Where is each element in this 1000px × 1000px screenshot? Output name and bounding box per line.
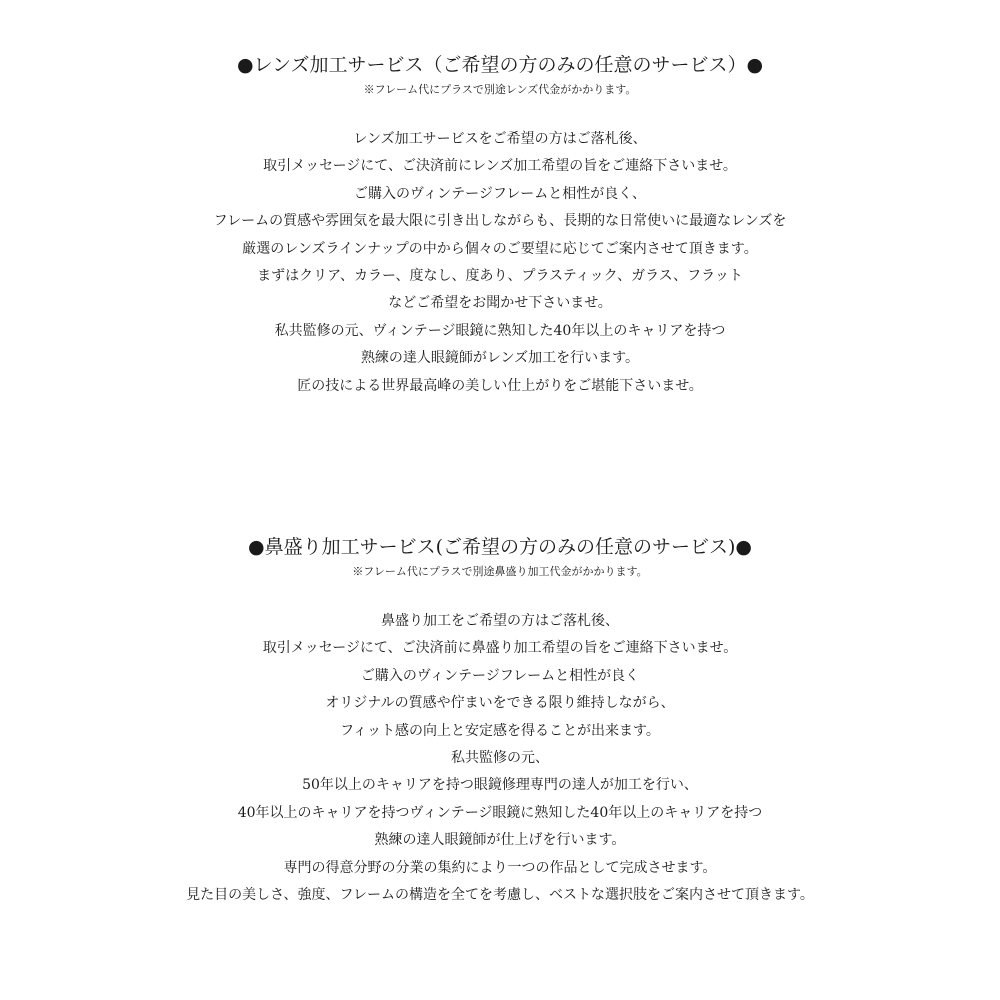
lens-service-line: 厳選のレンズラインナップの中から個々のご要望に応じてご案内させて頂きます。 bbox=[242, 240, 758, 257]
nose-pad-service-title: ●鼻盛り加工サービス(ご希望の方のみの任意のサービス)● bbox=[248, 536, 752, 558]
nose-pad-service-line: オリジナルの質感や佇まいをできる限り維持しながら、 bbox=[325, 695, 675, 712]
nose-pad-service-line: 50年以上のキャリアを持つ眼鏡修理専門の達人が加工を行い、 bbox=[302, 777, 698, 794]
lens-service-line: フレームの質感や雰囲気を最大限に引き出しながらも、長期的な日常使いに最適なレンズを bbox=[213, 213, 787, 230]
nose-pad-service-line: 取引メッセージにて、ご決済前に鼻盛り加工希望の旨をご連絡下さいませ。 bbox=[262, 640, 738, 657]
nose-pad-service-line: 40年以上のキャリアを持つヴィンテージ眼鏡に熟知した40年以上のキャリアを持つ bbox=[237, 804, 763, 821]
lens-service-line: まずはクリア、カラー、度なし、度あり、プラスティック、ガラス、フラット bbox=[257, 267, 743, 284]
lens-service-line: などご希望をお聞かせ下さいませ。 bbox=[388, 295, 612, 312]
lens-service-line: 取引メッセージにて、ご決済前にレンズ加工希望の旨をご連絡下さいませ。 bbox=[263, 158, 737, 175]
lens-service-line: 匠の技による世界最高峰の美しい仕上がりをご堪能下さいませ。 bbox=[297, 377, 703, 394]
nose-pad-service-body bbox=[0, 608, 1000, 909]
nose-pad-service-line: 専門の得意分野の分業の集約により一つの作品として完成させます。 bbox=[283, 859, 717, 876]
nose-pad-service-line: ご購入のヴィンテージフレームと相性が良く bbox=[360, 667, 640, 684]
lens-service-line: ご購入のヴィンテージフレームと相性が良く、 bbox=[353, 185, 647, 202]
nose-pad-service-note: ※フレーム代にプラスで別途鼻盛り加工代金がかかります。 bbox=[352, 565, 648, 578]
nose-pad-service-line: フィット感の向上と安定感を得ることが出来ます。 bbox=[340, 722, 660, 739]
lens-service-line: 熟練の達人眼鏡師がレンズ加工を行います。 bbox=[360, 350, 640, 367]
lens-service-line: 私共監修の元、ヴィンテージ眼鏡に熟知した40年以上のキャリアを持つ bbox=[274, 322, 726, 339]
lens-service-line: レンズ加工サービスをご希望の方はご落札後、 bbox=[353, 131, 647, 147]
lens-service-section bbox=[0, 50, 1000, 400]
lens-service-note: ※フレーム代にプラスで別途レンズ代金がかかります。 bbox=[363, 83, 637, 96]
lens-service-title: ●レンズ加工サービス（ご希望の方のみの任意のサービス）● bbox=[236, 54, 764, 76]
nose-pad-service-section bbox=[0, 532, 1000, 909]
nose-pad-service-line: 熟練の達人眼鏡師が仕上げを行います。 bbox=[374, 832, 626, 849]
nose-pad-service-line: 私共監修の元、 bbox=[451, 749, 549, 766]
lens-service-body bbox=[0, 126, 1000, 400]
nose-pad-service-line: 見た目の美しさ、強度、フレームの構造を全てを考慮し、ベストな選択肢をご案内させて頂きます。 bbox=[186, 886, 814, 903]
nose-pad-service-line: 鼻盛り加工をご希望の方はご落札後、 bbox=[381, 613, 619, 629]
